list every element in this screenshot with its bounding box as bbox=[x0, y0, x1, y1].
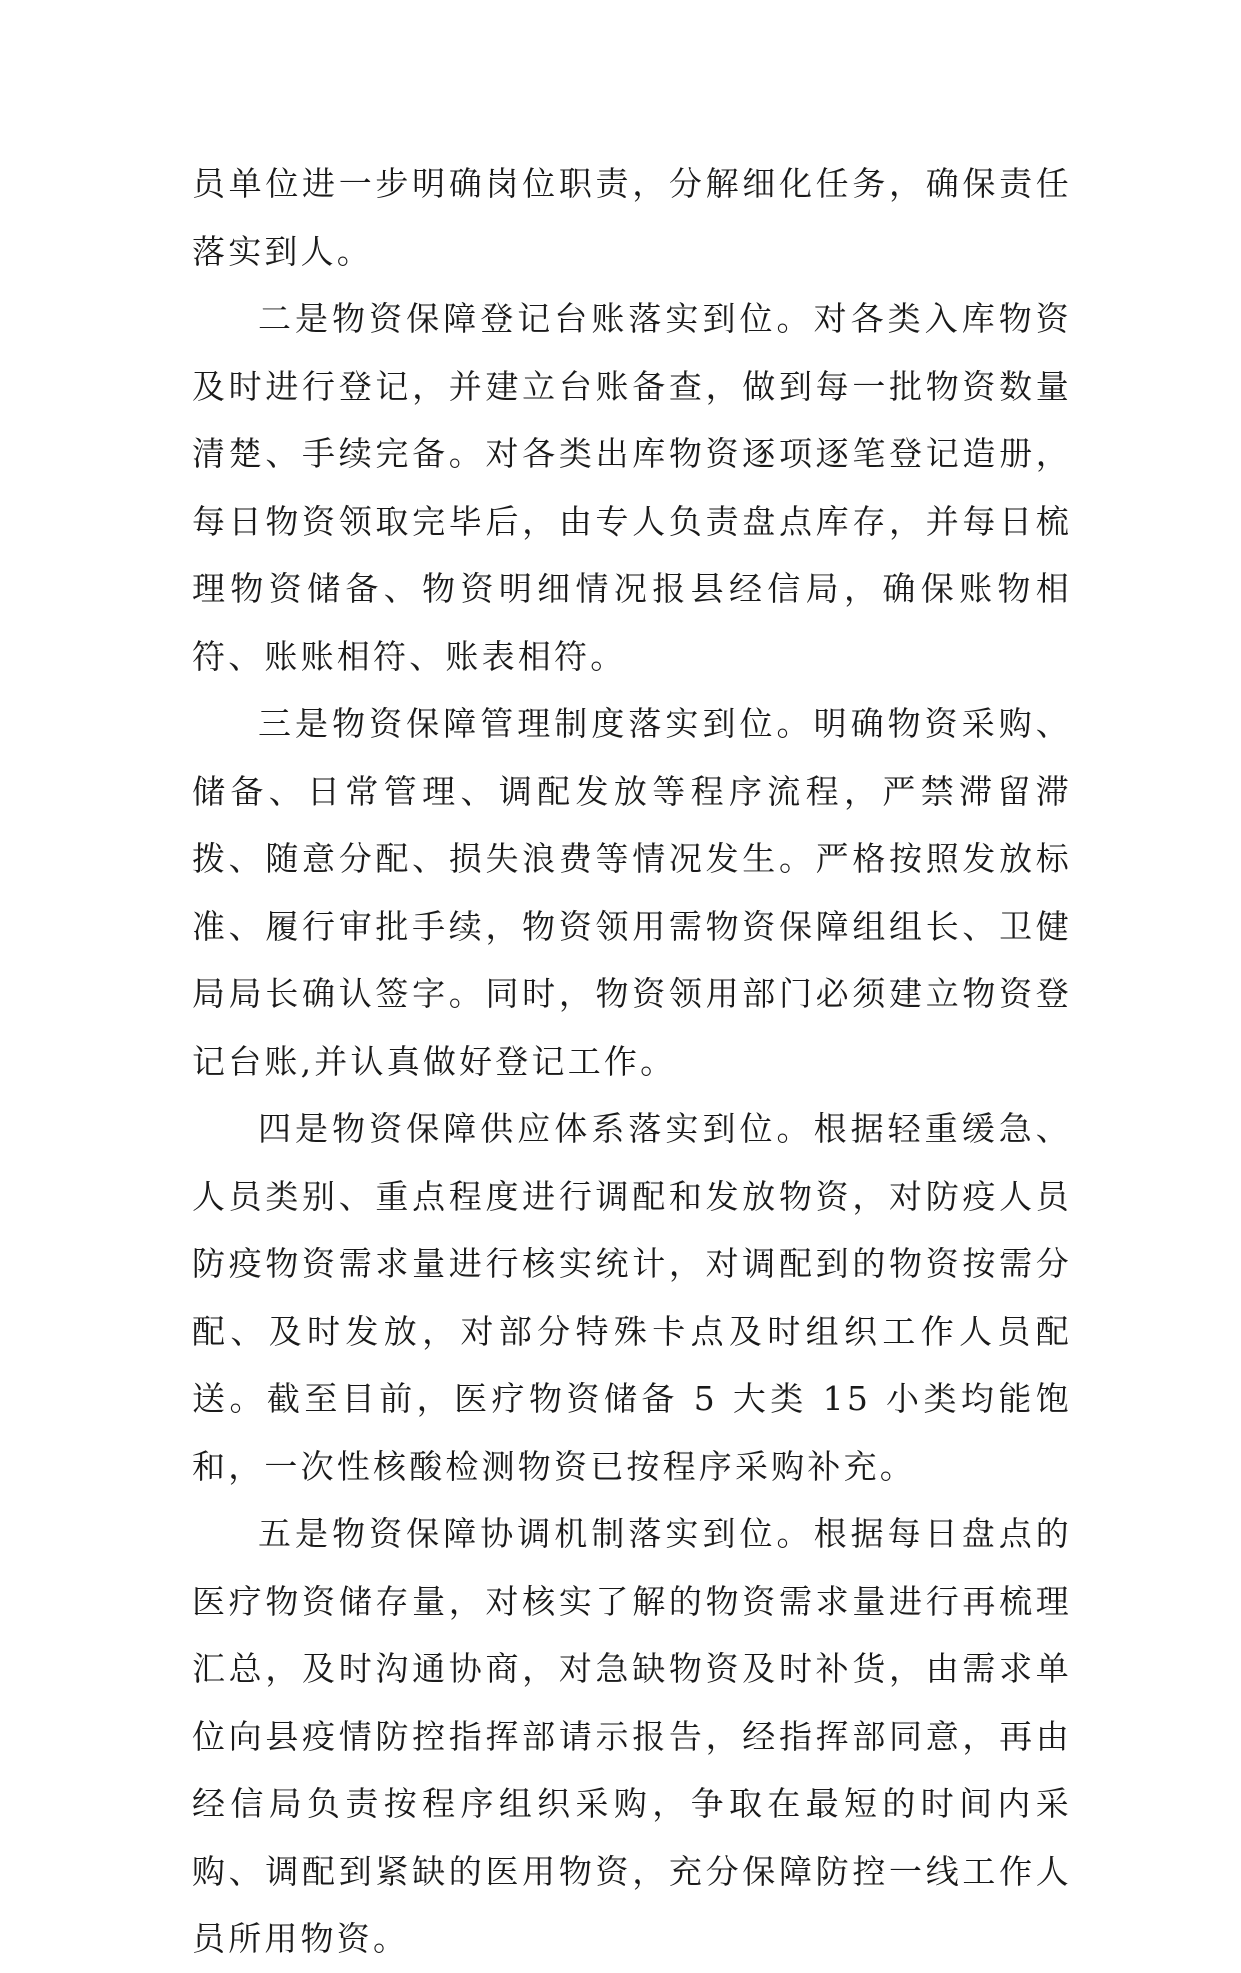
paragraph-continuation: 员单位进一步明确岗位职责，分解细化任务，确保责任落实到人。 bbox=[192, 164, 1072, 271]
paragraph-item-3-management: 三是物资保障管理制度落实到位。明确物资采购、储备、日常管理、调配发放等程序流程，严禁滞留滞拨、随意分配、损失浪费等情况发生。严格按照发放标准、履行审批手续，物资领用需物资保障组组长、卫健局局长确认签字。同时，物资领用部门必须建立物资登记台账,并认真做好登记工作。 bbox=[192, 704, 1072, 1081]
document-body bbox=[192, 150, 1072, 1973]
paragraph-item-2-ledger: 二是物资保障登记台账落实到位。对各类入库物资及时进行登记，并建立台账备查，做到每一批物资数量清楚、手续完备。对各类出库物资逐项逐笔登记造册，每日物资领取完毕后，由专人负责盘点库存，并每日梳理物资储备、物资明细情况报县经信局，确保账物相符、账账相符、账表相符。 bbox=[192, 299, 1072, 676]
paragraph-item-5-coordination: 五是物资保障协调机制落实到位。根据每日盘点的医疗物资储存量，对核实了解的物资需求量进行再梳理汇总，及时沟通协商，对急缺物资及时补货，由需求单位向县疫情防控指挥部请示报告，经指挥部同意，再由经信局负责按程序组织采购，争取在最短的时间内采购、调配到紧缺的医用物资，充分保障防控一线工作人员所用物资。 bbox=[192, 1514, 1072, 1958]
paragraph-item-4-supply: 四是物资保障供应体系落实到位。根据轻重缓急、人员类别、重点程度进行调配和发放物资，对防疫人员防疫物资需求量进行核实统计，对调配到的物资按需分配、及时发放，对部分特殊卡点及时组织工作人员配送。截至目前，医疗物资储备 5 大类 15 小类均能饱和，一次性核酸检测物资已按程序采购补充。 bbox=[192, 1109, 1072, 1486]
